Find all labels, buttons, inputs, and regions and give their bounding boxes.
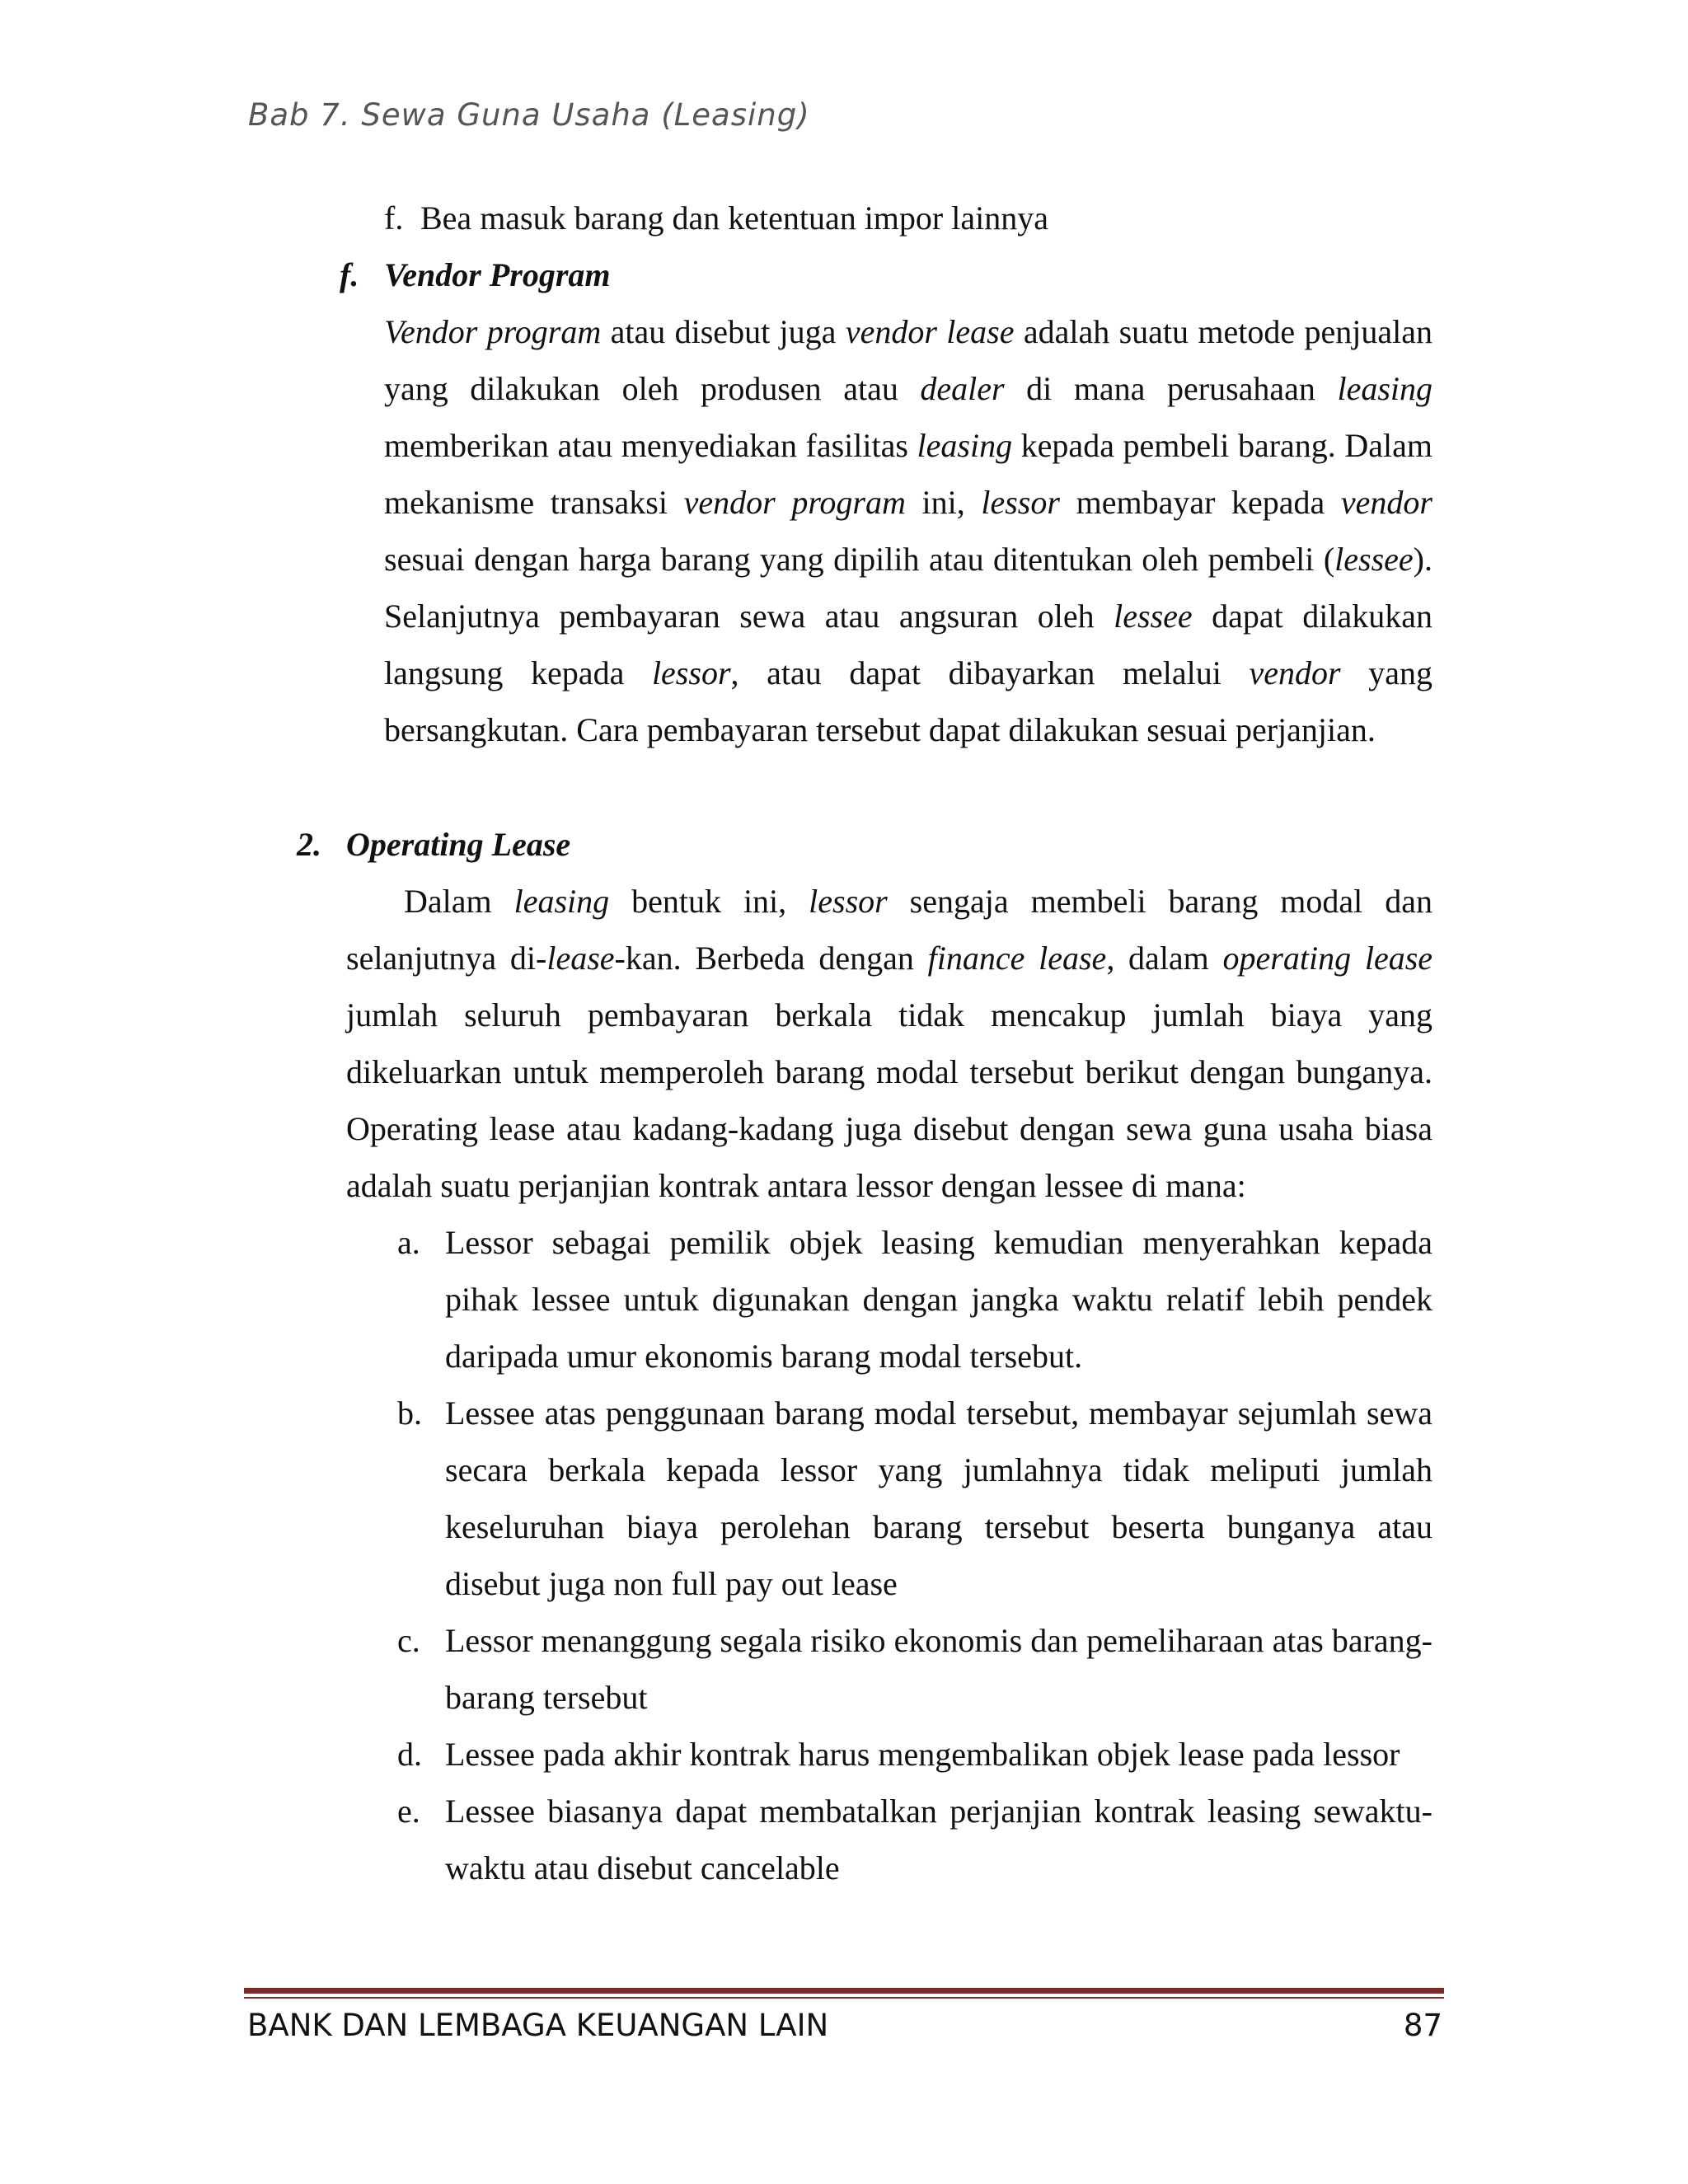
- section-marker: 2.: [297, 826, 321, 863]
- section-heading: Operating Lease: [346, 826, 571, 863]
- paragraph-line: dikeluarkan untuk memperoleh barang modal tersebut berikut dengan bunganya.: [346, 1053, 1432, 1090]
- paragraph-line: bersangkutan. Cara pembayaran tersebut dapat dilakukan sesuai perjanjian.: [384, 711, 1376, 748]
- paragraph-line: yang dilakukan oleh produsen atau dealer di mana perusahaan leasing: [384, 370, 1432, 407]
- list-item-line: waktu atau disebut cancelable: [445, 1849, 840, 1886]
- page-number: 87: [1403, 2008, 1442, 2043]
- paragraph-line: selanjutnya di-lease-kan. Berbeda dengan finance lease, dalam operating lease: [346, 940, 1433, 977]
- footer-rule: [244, 1988, 1444, 1994]
- list-item-line: Lessee pada akhir kontrak harus mengembalikan objek lease pada lessor: [445, 1736, 1400, 1773]
- paragraph-line: Dalam leasing bentuk ini, lessor sengaja membeli barang modal dan: [404, 883, 1433, 920]
- paragraph-line: Selanjutnya pembayaran sewa atau angsuran oleh lessee dapat dilakukan: [384, 598, 1433, 635]
- list-item-marker: d.: [397, 1736, 422, 1773]
- list-item-line: Lessor menanggung segala risiko ekonomis dan pemeliharaan atas barang-: [445, 1622, 1432, 1659]
- list-item-line: disebut juga non full pay out lease: [445, 1565, 898, 1602]
- sub-item-marker: f.: [384, 199, 404, 237]
- list-item-line: barang tersebut: [445, 1679, 648, 1716]
- sub-item-text: Bea masuk barang dan ketentuan impor lainnya: [420, 199, 1048, 237]
- section-heading: Vendor Program: [384, 256, 611, 293]
- list-item-line: Lessee atas penggunaan barang modal tersebut, membayar sejumlah sewa: [445, 1394, 1432, 1432]
- section-marker: f.: [340, 256, 359, 293]
- paragraph-line: langsung kepada lessor, atau dapat dibayarkan melalui vendor yang: [384, 654, 1432, 691]
- list-item-marker: b.: [397, 1394, 422, 1432]
- running-header: Bab 7. Sewa Guna Usaha (Leasing): [248, 97, 810, 133]
- paragraph-line: mekanisme transaksi vendor program ini, lessor membayar kepada vendor: [384, 484, 1432, 521]
- footer-book-title: BANK DAN LEMBAGA KEUANGAN LAIN: [247, 2008, 829, 2043]
- footer-rule-thin: [244, 1997, 1444, 1999]
- paragraph-line: jumlah seluruh pembayaran berkala tidak mencakup jumlah biaya yang: [346, 996, 1432, 1033]
- paragraph-line: sesuai dengan harga barang yang dipilih atau ditentukan oleh pembeli (lessee).: [384, 541, 1432, 578]
- paragraph-line: Vendor program atau disebut juga vendor lease adalah suatu metode penjualan: [384, 313, 1433, 350]
- paragraph-line: Operating lease atau kadang-kadang juga disebut dengan sewa guna usaha biasa: [346, 1110, 1432, 1147]
- list-item-line: daripada umur ekonomis barang modal tersebut.: [445, 1338, 1083, 1375]
- list-item-marker: c.: [397, 1622, 420, 1659]
- list-item-marker: e.: [397, 1793, 420, 1830]
- list-item-line: Lessor sebagai pemilik objek leasing kemudian menyerahkan kepada: [445, 1224, 1432, 1261]
- list-item-line: secara berkala kepada lessor yang jumlahnya tidak meliputi jumlah: [445, 1451, 1432, 1488]
- list-item-marker: a.: [397, 1224, 420, 1261]
- list-item-line: pihak lessee untuk digunakan dengan jangka waktu relatif lebih pendek: [445, 1281, 1432, 1318]
- paragraph-line: memberikan atau menyediakan fasilitas leasing kepada pembeli barang. Dalam: [384, 427, 1432, 464]
- list-item-line: Lessee biasanya dapat membatalkan perjanjian kontrak leasing sewaktu-: [445, 1793, 1432, 1830]
- list-item-line: keseluruhan biaya perolehan barang tersebut beserta bunganya atau: [445, 1508, 1432, 1545]
- paragraph-line: adalah suatu perjanjian kontrak antara lessor dengan lessee di mana:: [346, 1167, 1246, 1204]
